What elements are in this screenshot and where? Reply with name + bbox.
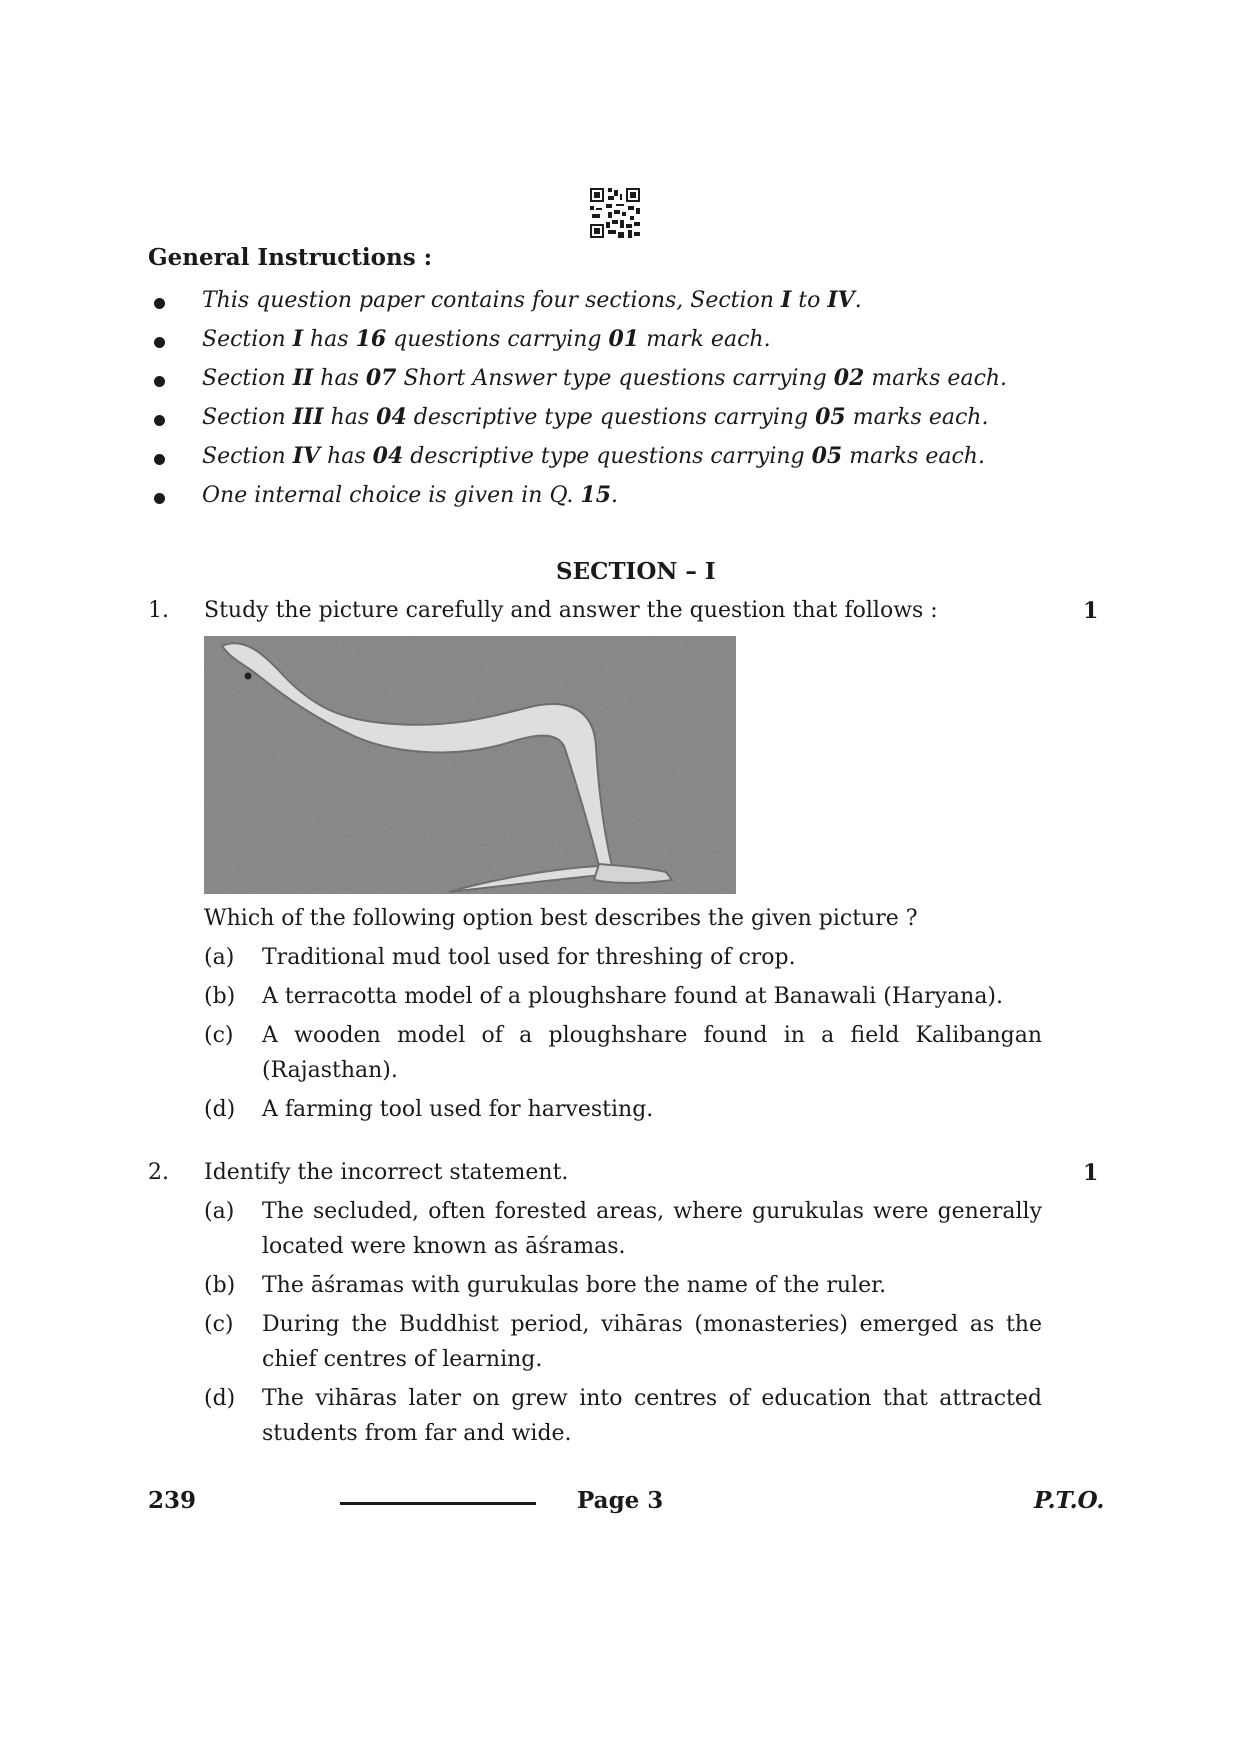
pto-label: P.T.O. [1034,1487,1105,1514]
option-label: (a) [204,945,235,970]
ploughshare-photo [204,636,736,894]
option-label: (a) [204,1199,235,1224]
option-label: (c) [204,1312,234,1337]
question-number: 2. [148,1160,169,1185]
question-mark: 1 [1083,598,1099,624]
question-subtext: Which of the following option best describes the given picture ? [204,906,918,931]
question-text: Study the picture carefully and answer the question that follows : [204,598,938,623]
bullet-icon [154,337,165,348]
footer-divider [340,1502,536,1505]
option-text: During the Buddhist period, vihāras (monasteries) emerged as the [262,1312,1042,1337]
option-text: (Rajasthan). [262,1058,398,1083]
option-text: A terracotta model of a ploughshare found at Banawali (Haryana). [262,984,1004,1009]
option-text: located were known as āśramas. [262,1234,626,1259]
option-label: (b) [204,984,236,1009]
bullet-icon [154,415,165,426]
option-text: The secluded, often forested areas, where gurukulas were generally [262,1199,1042,1224]
option-label: (d) [204,1097,236,1122]
option-text: chief centres of learning. [262,1347,543,1372]
question-text: Identify the incorrect statement. [204,1160,569,1185]
page-number: Page 3 [577,1487,664,1514]
question-mark: 1 [1083,1160,1099,1186]
option-text: The āśramas with gurukulas bore the name of the ruler. [262,1273,887,1298]
section-title: SECTION – I [556,558,716,585]
bullet-icon [154,376,165,387]
general-instructions-title: General Instructions : [148,244,433,271]
option-label: (b) [204,1273,236,1298]
bullet-icon [154,298,165,309]
option-label: (c) [204,1023,234,1048]
bullet-icon [154,454,165,465]
option-text: Traditional mud tool used for threshing of crop. [262,945,796,970]
option-label: (d) [204,1386,236,1411]
option-text: A farming tool used for harvesting. [262,1097,654,1122]
qr-code-icon [590,188,640,238]
question-number: 1. [148,598,169,623]
paper-code: 239 [148,1487,197,1514]
bullet-icon [154,493,165,504]
option-text: students from far and wide. [262,1421,572,1446]
option-text: A wooden model of a ploughshare found in a field Kalibangan [262,1023,1042,1048]
option-text: The vihāras later on grew into centres of education that attracted [262,1386,1042,1411]
